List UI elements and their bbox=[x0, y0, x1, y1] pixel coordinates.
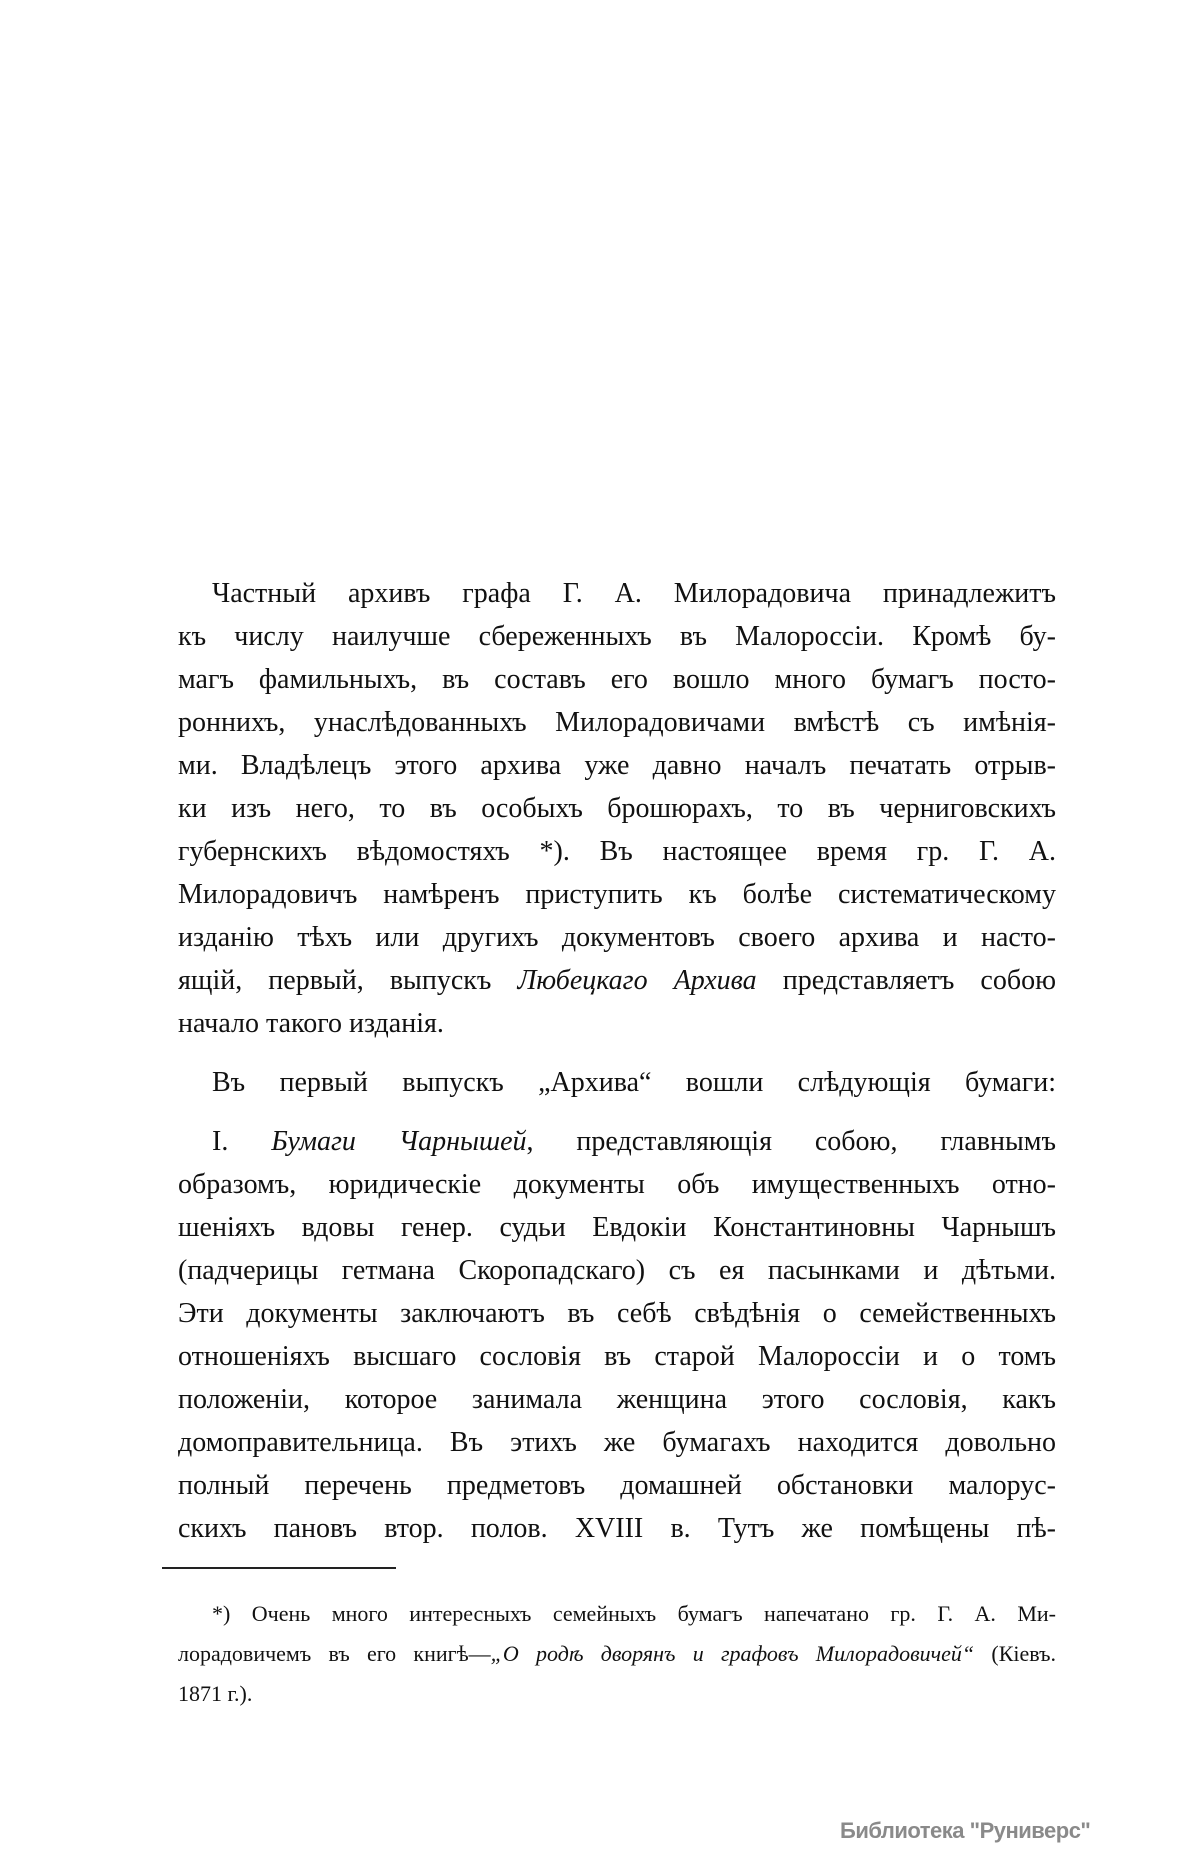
paragraph-contents-intro bbox=[178, 1061, 1056, 1104]
paragraph-intro bbox=[178, 572, 1056, 1045]
library-watermark: Библиотека "Руниверс" bbox=[840, 1818, 1091, 1843]
text-line: (падчерицы гетмана Скоропадскаго) съ ея пасынками и дѣтьми. bbox=[178, 1255, 1056, 1286]
text-line: къ числу наилучше сбереженныхъ въ Малороссіи. Кромѣ бу- bbox=[178, 621, 1056, 652]
text-line: скихъ пановъ втор. полов. XVIII в. Тутъ же помѣщены пѣ- bbox=[178, 1513, 1056, 1544]
footnote-divider bbox=[162, 1567, 396, 1569]
footnote bbox=[178, 1594, 1056, 1714]
text-line: магъ фамильныхъ, въ составъ его вошло много бумагъ посто- bbox=[178, 664, 1056, 695]
text-line: начало такого изданія. bbox=[178, 1008, 444, 1039]
text-segment: лорадовичемъ въ его книгѣ— bbox=[178, 1641, 491, 1666]
text-line: изданію тѣхъ или другихъ документовъ своего архива и насто- bbox=[178, 922, 1056, 953]
text-line: губернскихъ вѣдомостяхъ *). Въ настоящее время гр. Г. А. bbox=[178, 836, 1056, 867]
text-line: шеніяхъ вдовы генер. судьи Евдокіи Константиновны Чарнышъ bbox=[178, 1212, 1056, 1243]
main-text bbox=[178, 572, 1056, 1550]
text-line: Милорадовичъ намѣренъ приступить къ болѣе систематическому bbox=[178, 879, 1056, 910]
text-line: Эти документы заключаютъ въ себѣ свѣдѣнія о семейственныхъ bbox=[178, 1298, 1056, 1329]
text-segment: представляетъ собою bbox=[756, 965, 1056, 996]
italic-title: Бумаги Чарнышей bbox=[271, 1126, 527, 1157]
text-line: Въ первый выпускъ „Архива“ вошли слѣдующія бумаги: bbox=[212, 1067, 1056, 1098]
text-line: Частный архивъ графа Г. А. Милорадовича принадлежитъ bbox=[212, 578, 1056, 609]
text-line: образомъ, юридическіе документы объ имущественныхъ отно- bbox=[178, 1169, 1056, 1200]
italic-title: Любецкаго Архива bbox=[517, 965, 757, 996]
footnote-line: 1871 г.). bbox=[178, 1681, 253, 1706]
text-line bbox=[178, 1120, 1056, 1163]
text-line: полный перечень предметовъ домашней обстановки малорус- bbox=[178, 1470, 1056, 1501]
italic-title: „О родѣ дворянъ и графовъ Милорадовичей“ bbox=[490, 1641, 975, 1666]
footnote-line: *) Очень много интересныхъ семейныхъ бумагъ напечатано гр. Г. А. Ми- bbox=[212, 1601, 1056, 1626]
text-line: отношеніяхъ высшаго сословія въ старой Малороссіи и о томъ bbox=[178, 1341, 1056, 1372]
text-line: положеніи, которое занимала женщина этого сословія, какъ bbox=[178, 1384, 1056, 1415]
text-segment: I. bbox=[212, 1126, 272, 1157]
text-line: роннихъ, унаслѣдованныхъ Милорадовичами вмѣстѣ съ имѣнія- bbox=[178, 707, 1056, 738]
footnote-line bbox=[178, 1634, 1056, 1674]
text-line bbox=[178, 959, 1056, 1002]
paragraph-item-1 bbox=[178, 1120, 1056, 1550]
text-line: ми. Владѣлецъ этого архива уже давно началъ печатать отрыв- bbox=[178, 750, 1056, 781]
text-segment: (Кіевъ. bbox=[974, 1641, 1057, 1666]
text-line: ки изъ него, то въ особыхъ брошюрахъ, то въ черниговскихъ bbox=[178, 793, 1056, 824]
text-line: домоправительница. Въ этихъ же бумагахъ находится довольно bbox=[178, 1427, 1056, 1458]
text-segment: , представляющія собою, главнымъ bbox=[526, 1126, 1057, 1157]
text-segment: ящій, первый, выпускъ bbox=[178, 965, 518, 996]
